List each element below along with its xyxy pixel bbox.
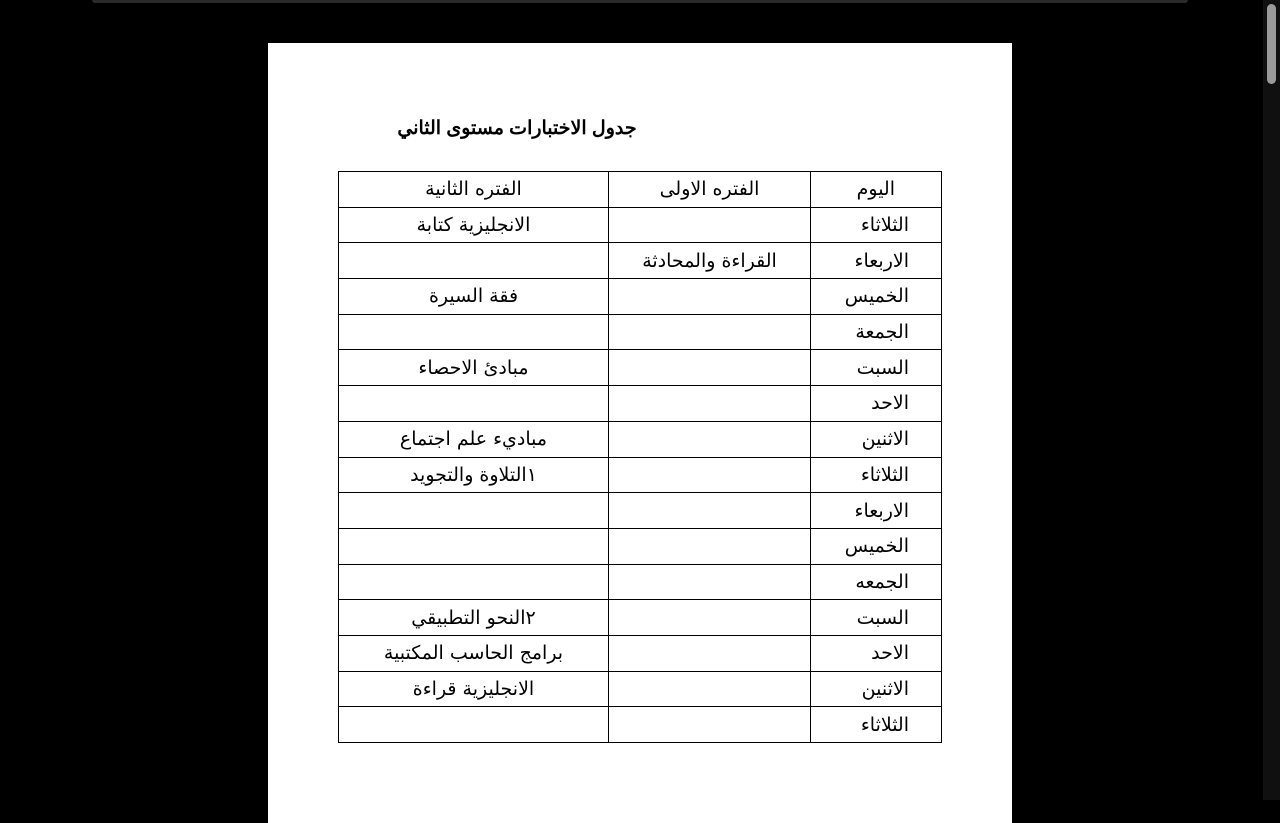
- table-row: [339, 279, 942, 315]
- period-1-cell: [609, 207, 811, 243]
- period-2-cell: فقة السيرة: [339, 279, 609, 315]
- scrollbar-thumb[interactable]: [1267, 4, 1276, 84]
- period-2-cell: مبادئ الاحصاء: [339, 350, 609, 386]
- window-top-edge: [92, 0, 1188, 3]
- day-cell: الخميس: [811, 528, 942, 564]
- period-1-cell: [609, 671, 811, 707]
- period-1-cell: [609, 350, 811, 386]
- table-row: [339, 707, 942, 743]
- day-cell: الثلاثاء: [811, 457, 942, 493]
- table-row: [339, 635, 942, 671]
- table-row: [339, 350, 942, 386]
- day-cell: الاثنين: [811, 671, 942, 707]
- period-2-cell: [339, 707, 609, 743]
- table-row: [339, 386, 942, 422]
- table-row: [339, 600, 942, 636]
- period-2-cell: الانجليزية قراءة: [339, 671, 609, 707]
- table-row: [339, 314, 942, 350]
- table-row: [339, 421, 942, 457]
- period-2-cell: [339, 243, 609, 279]
- period-1-cell: [609, 457, 811, 493]
- table-header-row: [339, 172, 942, 208]
- day-cell: الاربعاء: [811, 243, 942, 279]
- table-row: [339, 564, 942, 600]
- table-row: [339, 207, 942, 243]
- day-cell: الجمعه: [811, 564, 942, 600]
- period-1-cell: [609, 600, 811, 636]
- period-1-cell: [609, 564, 811, 600]
- period-2-cell: الانجليزية كتابة: [339, 207, 609, 243]
- period-2-cell: [339, 564, 609, 600]
- day-cell: الخميس: [811, 279, 942, 315]
- header-period-1: الفتره الاولى: [609, 172, 811, 208]
- day-cell: السبت: [811, 600, 942, 636]
- header-period-2: الفتره الثانية: [339, 172, 609, 208]
- period-1-cell: [609, 635, 811, 671]
- period-2-cell: [339, 314, 609, 350]
- table-row: [339, 243, 942, 279]
- period-1-cell: [609, 421, 811, 457]
- period-1-cell: القراءة والمحادثة: [609, 243, 811, 279]
- day-cell: السبت: [811, 350, 942, 386]
- period-1-cell: [609, 386, 811, 422]
- period-1-cell: [609, 528, 811, 564]
- day-cell: الاحد: [811, 386, 942, 422]
- table-row: [339, 457, 942, 493]
- period-1-cell: [609, 314, 811, 350]
- period-1-cell: [609, 279, 811, 315]
- vertical-scrollbar[interactable]: [1263, 0, 1280, 800]
- period-2-cell: برامج الحاسب المكتبية: [339, 635, 609, 671]
- day-cell: الثلاثاء: [811, 707, 942, 743]
- table-row: [339, 528, 942, 564]
- day-cell: الجمعة: [811, 314, 942, 350]
- period-2-cell: ١التلاوة والتجويد: [339, 457, 609, 493]
- day-cell: الاحد: [811, 635, 942, 671]
- document-title: جدول الاختبارات مستوى الثاني: [397, 118, 637, 139]
- day-cell: الاثنين: [811, 421, 942, 457]
- day-cell: الاربعاء: [811, 493, 942, 529]
- table-row: [339, 493, 942, 529]
- period-1-cell: [609, 707, 811, 743]
- day-cell: الثلاثاء: [811, 207, 942, 243]
- period-2-cell: [339, 493, 609, 529]
- exam-schedule-table: [338, 171, 942, 743]
- period-1-cell: [609, 493, 811, 529]
- header-day: اليوم: [811, 172, 942, 208]
- period-2-cell: ٢النحو التطبيقي: [339, 600, 609, 636]
- period-2-cell: مباديء علم اجتماع: [339, 421, 609, 457]
- table-body: [339, 207, 942, 742]
- period-2-cell: [339, 528, 609, 564]
- table-row: [339, 671, 942, 707]
- period-2-cell: [339, 386, 609, 422]
